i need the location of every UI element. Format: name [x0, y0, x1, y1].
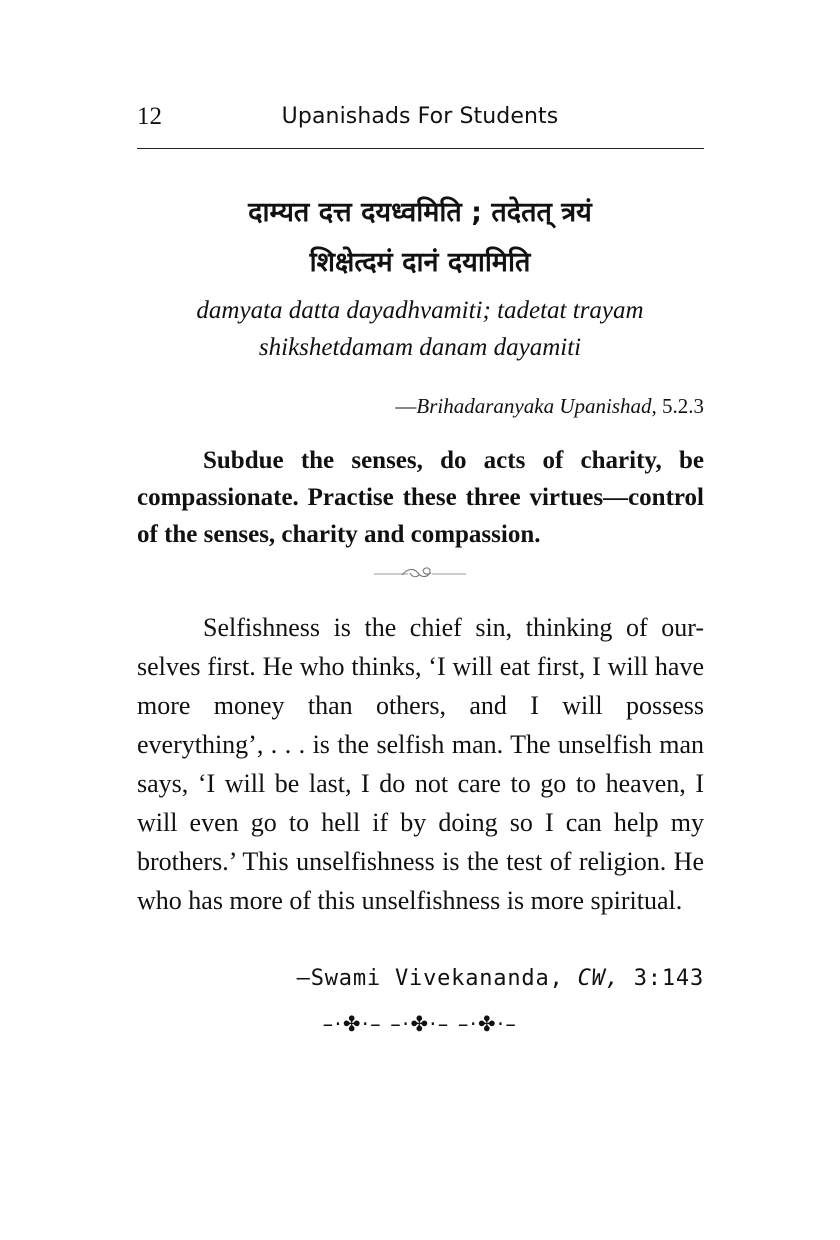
- flourish-divider-icon: [374, 562, 466, 584]
- attribution-reference: 3:143: [633, 966, 704, 991]
- transliteration-line-2: shikshetdamam danam dayamiti: [258, 334, 582, 361]
- source-work: Brihadaranyaka Upanishad,: [416, 394, 657, 418]
- body-paragraph: Selfishness is the chief sin, thinking of our-selves first. He who thinks, ‘I will eat first, I will have more money than others, and I will possess everything’, . . . is the selfish man. The unselfish man says, ‘I will be last, I do not care to go to heaven, I will even go to hell if by doing so I can help my brothers.’ This unselfishness is the test of religion. He who has more of this unselfishness is more spiritual.: [137, 613, 704, 915]
- source-dash: —: [395, 394, 417, 418]
- end-ornament: –·✤·– –·✤·– –·✤·–: [322, 1012, 518, 1036]
- running-title: Upanishads For Students: [281, 104, 559, 129]
- sanskrit-verse-line-1: दाम्यत दत्त दयध्वमिति ; तदेतत् त्रयं: [248, 197, 592, 228]
- transliteration-line-1: damyata datta dayadhvamiti; tadetat trayam: [196, 297, 644, 324]
- verse-meaning: Subdue the senses, do acts of charity, be compassionate. Practise these three virtues—control of the senses, charity and compassion.: [137, 447, 704, 548]
- quote-attribution: [297, 966, 704, 991]
- source-reference: 5.2.3: [656, 394, 704, 418]
- page-number: 12: [137, 103, 162, 130]
- verse-source: [395, 394, 704, 419]
- header-rule: [137, 148, 704, 149]
- attribution-work: CW,: [577, 966, 620, 991]
- sanskrit-verse-line-2: शिक्षेत्दमं दानं दयामिति: [309, 247, 531, 278]
- attribution-author: —Swami Vivekananda,: [296, 966, 564, 991]
